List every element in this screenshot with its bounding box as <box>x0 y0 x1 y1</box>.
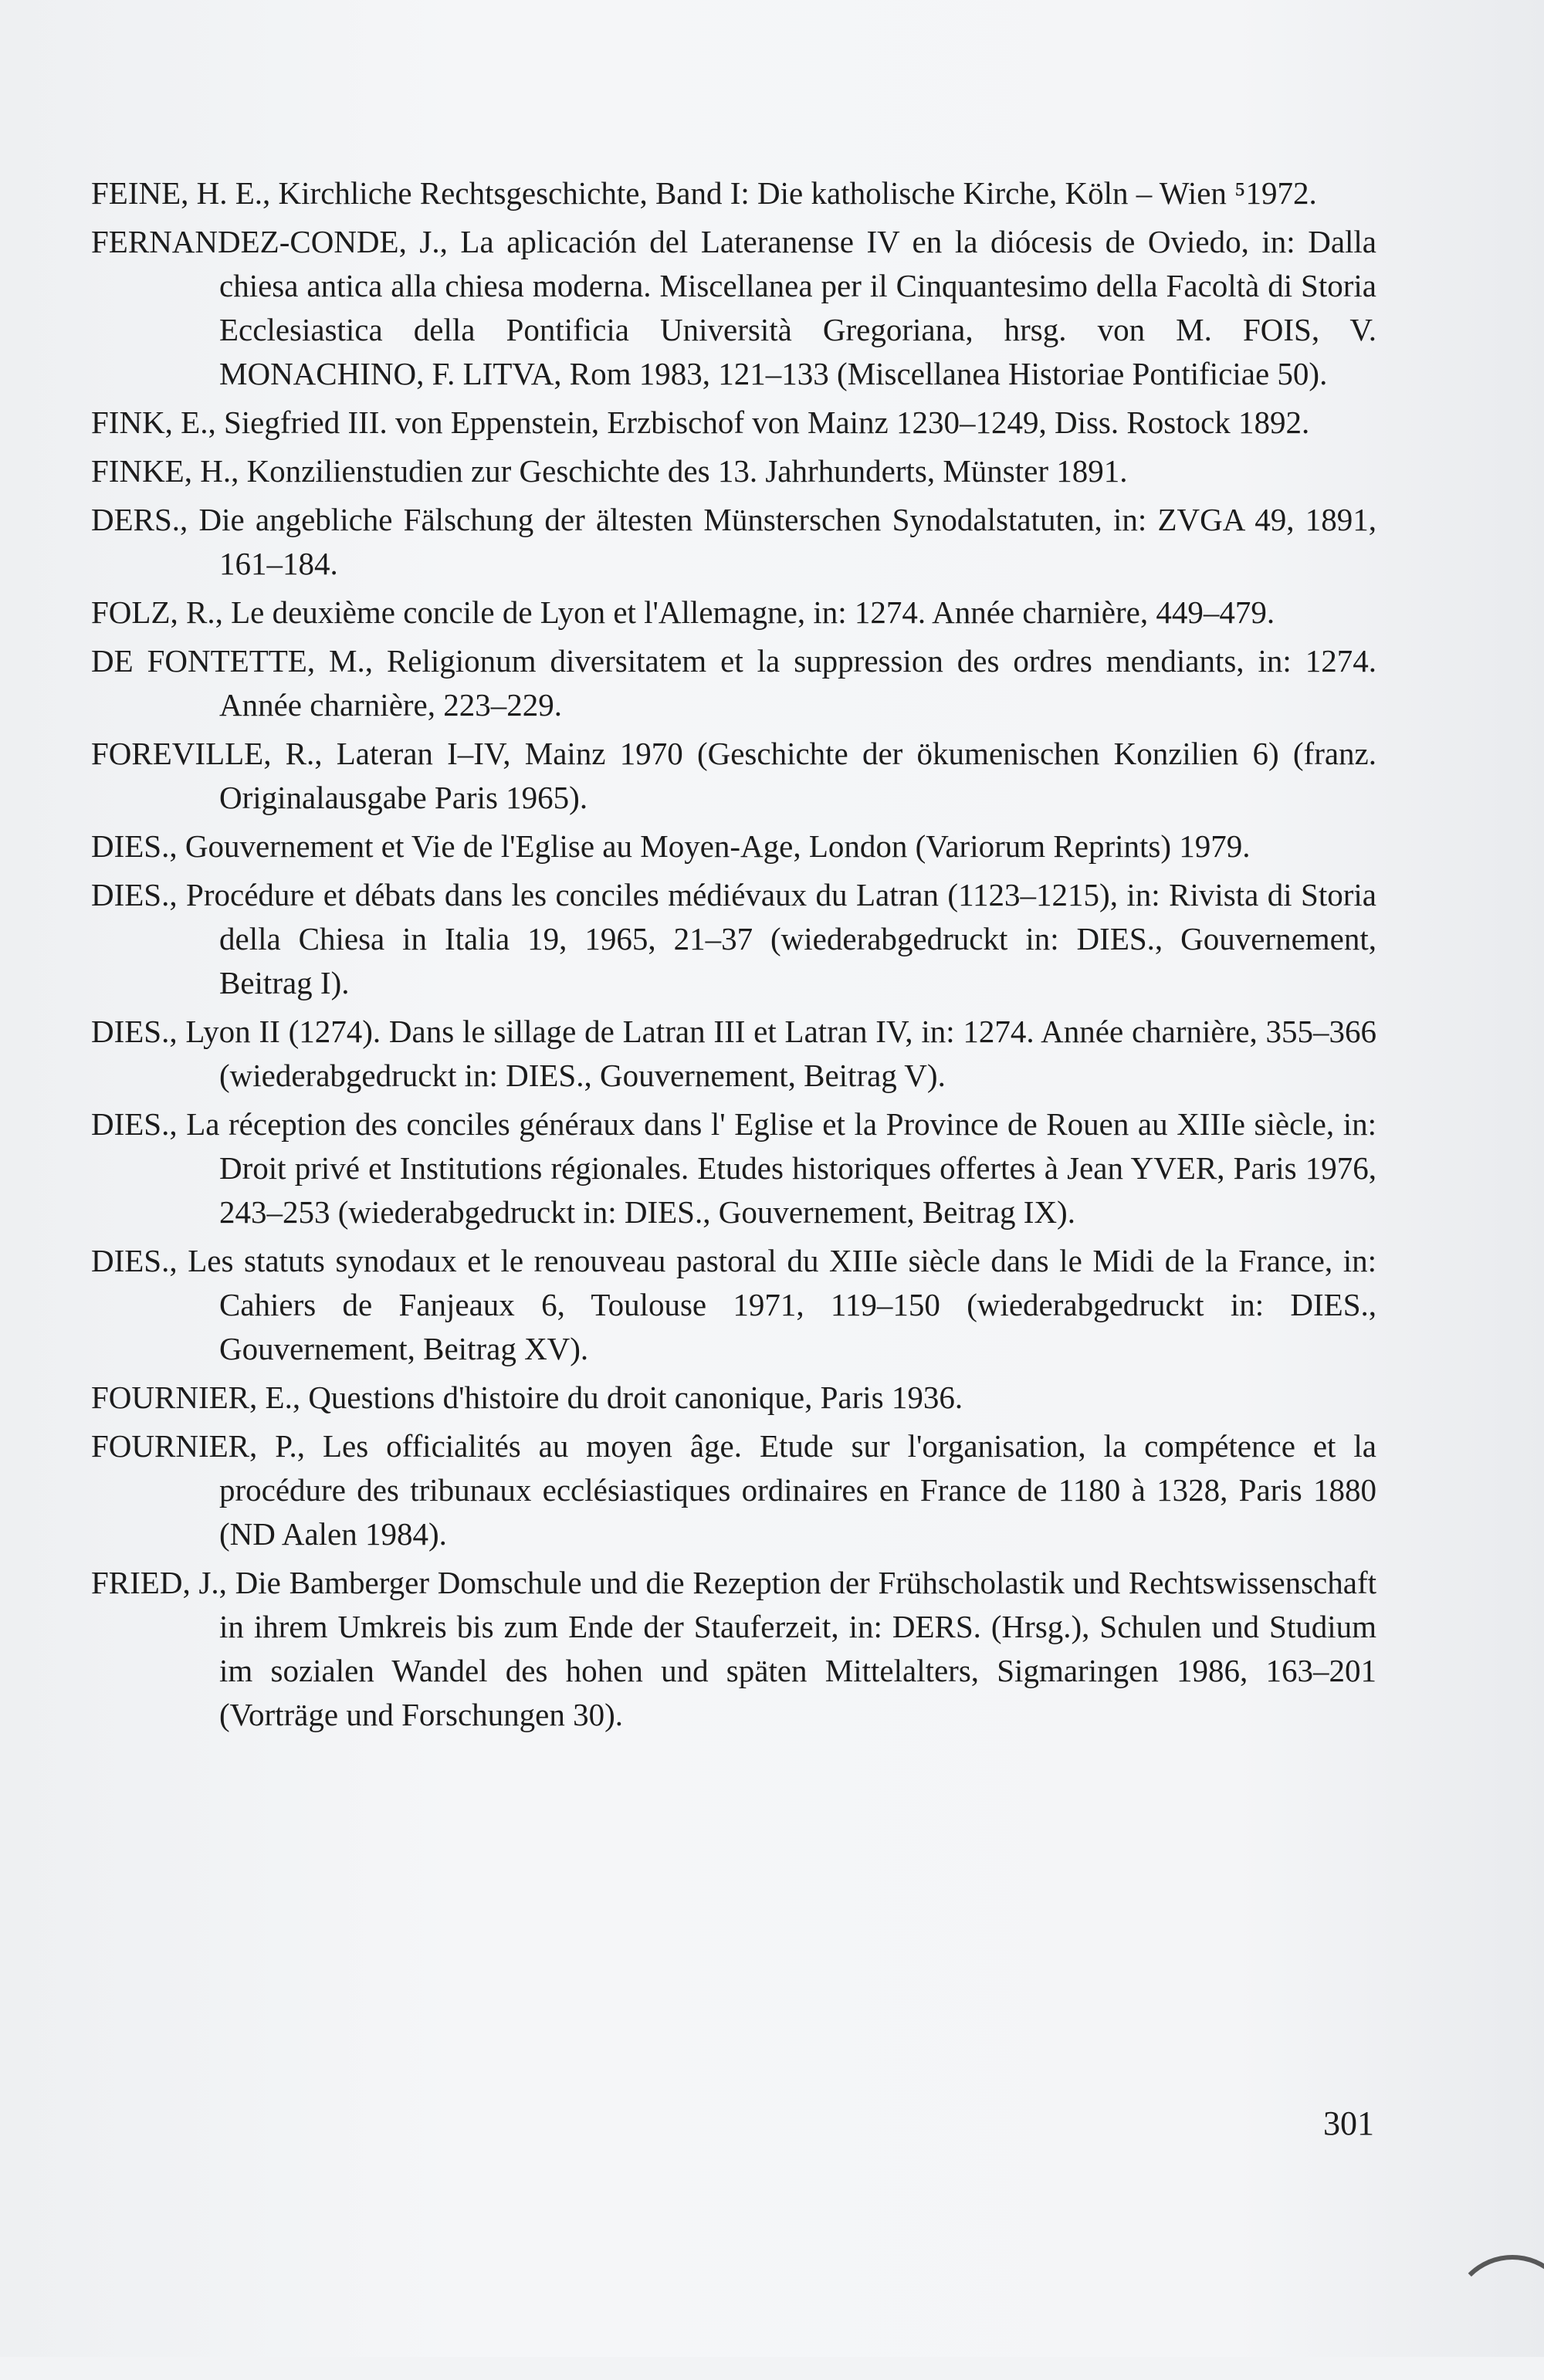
bibliography-entry: DIES., Les statuts synodaux et le renouveau pastoral du XIIIe siècle dans le Midi de la France, in: Cahiers de Fanjeaux 6, Toulouse 1971, 119–150 (wiederabgedruckt in: DIES., Gouvernement, Beitrag XV). <box>91 1243 1376 1366</box>
bibliography-entry: FOURNIER, P., Les officialités au moyen âge. Etude sur l'organisation, la compétence et la procédure des tribunaux ecclésiastiques ordinaires en France de 1180 à 1328, Paris 1880 (ND Aalen 1984). <box>91 1428 1376 1552</box>
bibliography-entry: DIES., Gouvernement et Vie de l'Eglise au Moyen-Age, London (Variorum Reprints) 1979. <box>91 828 1251 864</box>
page-curl-decoration <box>1450 2255 1544 2380</box>
bibliography-entry: DIES., Procédure et débats dans les conciles médiévaux du Latran (1123–1215), in: Rivista di Storia della Chiesa in Italia 19, 1965, 21–37 (wiederabgedruckt in: DIES., Gouvernement, Beitrag I). <box>91 877 1376 1000</box>
bibliography-entry: DE FONTETTE, M., Religionum diversitatem et la suppression des ordres mendiants, in: 1274. Année charnière, 223–229. <box>91 643 1376 723</box>
bibliography-entry: FRIED, J., Die Bamberger Domschule und die Rezeption der Frühscholastik und Rechtswissenschaft in ihrem Umkreis bis zum Ende der Stauferzeit, in: DERS. (Hrsg.), Schulen und Studium im sozialen Wandel des hohen und späten Mittelalters, Sigmaringen 1986, 163–201 (Vorträge und Forschungen 30). <box>91 1565 1376 1732</box>
bibliography-entry: FOREVILLE, R., Lateran I–IV, Mainz 1970 (Geschichte der ökumenischen Konzilien 6) (franz. Originalausgabe Paris 1965). <box>91 736 1376 815</box>
bibliography-list <box>91 171 1376 1742</box>
bibliography-entry: FOLZ, R., Le deuxième concile de Lyon et l'Allemagne, in: 1274. Année charnière, 449–479. <box>91 594 1275 630</box>
bibliography-entry: FINK, E., Siegfried III. von Eppenstein, Erzbischof von Mainz 1230–1249, Diss. Rostock 1892. <box>91 405 1310 440</box>
page-number: 301 <box>1323 2104 1374 2142</box>
bibliography-entry: DERS., Die angebliche Fälschung der ältesten Münsterschen Synodalstatuten, in: ZVGA 49, 1891, 161–184. <box>91 502 1376 581</box>
bibliography-entry: DIES., Lyon II (1274). Dans le sillage de Latran III et Latran IV, in: 1274. Année charnière, 355–366 (wiederabgedruckt in: DIES., Gouvernement, Beitrag V). <box>91 1014 1376 1093</box>
bibliography-entry: FOURNIER, E., Questions d'histoire du droit canonique, Paris 1936. <box>91 1380 963 1415</box>
bibliography-entry: FEINE, H. E., Kirchliche Rechtsgeschichte, Band I: Die katholische Kirche, Köln – Wien ⁵1972. <box>91 175 1317 211</box>
bibliography-entry: DIES., La réception des conciles généraux dans l' Eglise et la Province de Rouen au XIIIe siècle, in: Droit privé et Institutions régionales. Etudes historiques offertes à Jean YVER, Paris 1976, 243–253 (wiederabgedruckt in: DIES., Gouvernement, Beitrag IX). <box>91 1106 1376 1230</box>
bibliography-entry: FERNANDEZ-CONDE, J., La aplicación del Lateranense IV en la diócesis de Oviedo, in: Dalla chiesa antica alla chiesa moderna. Miscellanea per il Cinquantesimo della Facoltà di Storia Ecclesiastica della Pontificia Università Gregoriana, hrsg. von M. FOIS, V. MONACHINO, F. LITVA, Rom 1983, 121–133 (Miscellanea Historiae Pontificiae 50). <box>91 224 1376 391</box>
bibliography-entry: FINKE, H., Konzilienstudien zur Geschichte des 13. Jahrhunderts, Münster 1891. <box>91 453 1128 489</box>
